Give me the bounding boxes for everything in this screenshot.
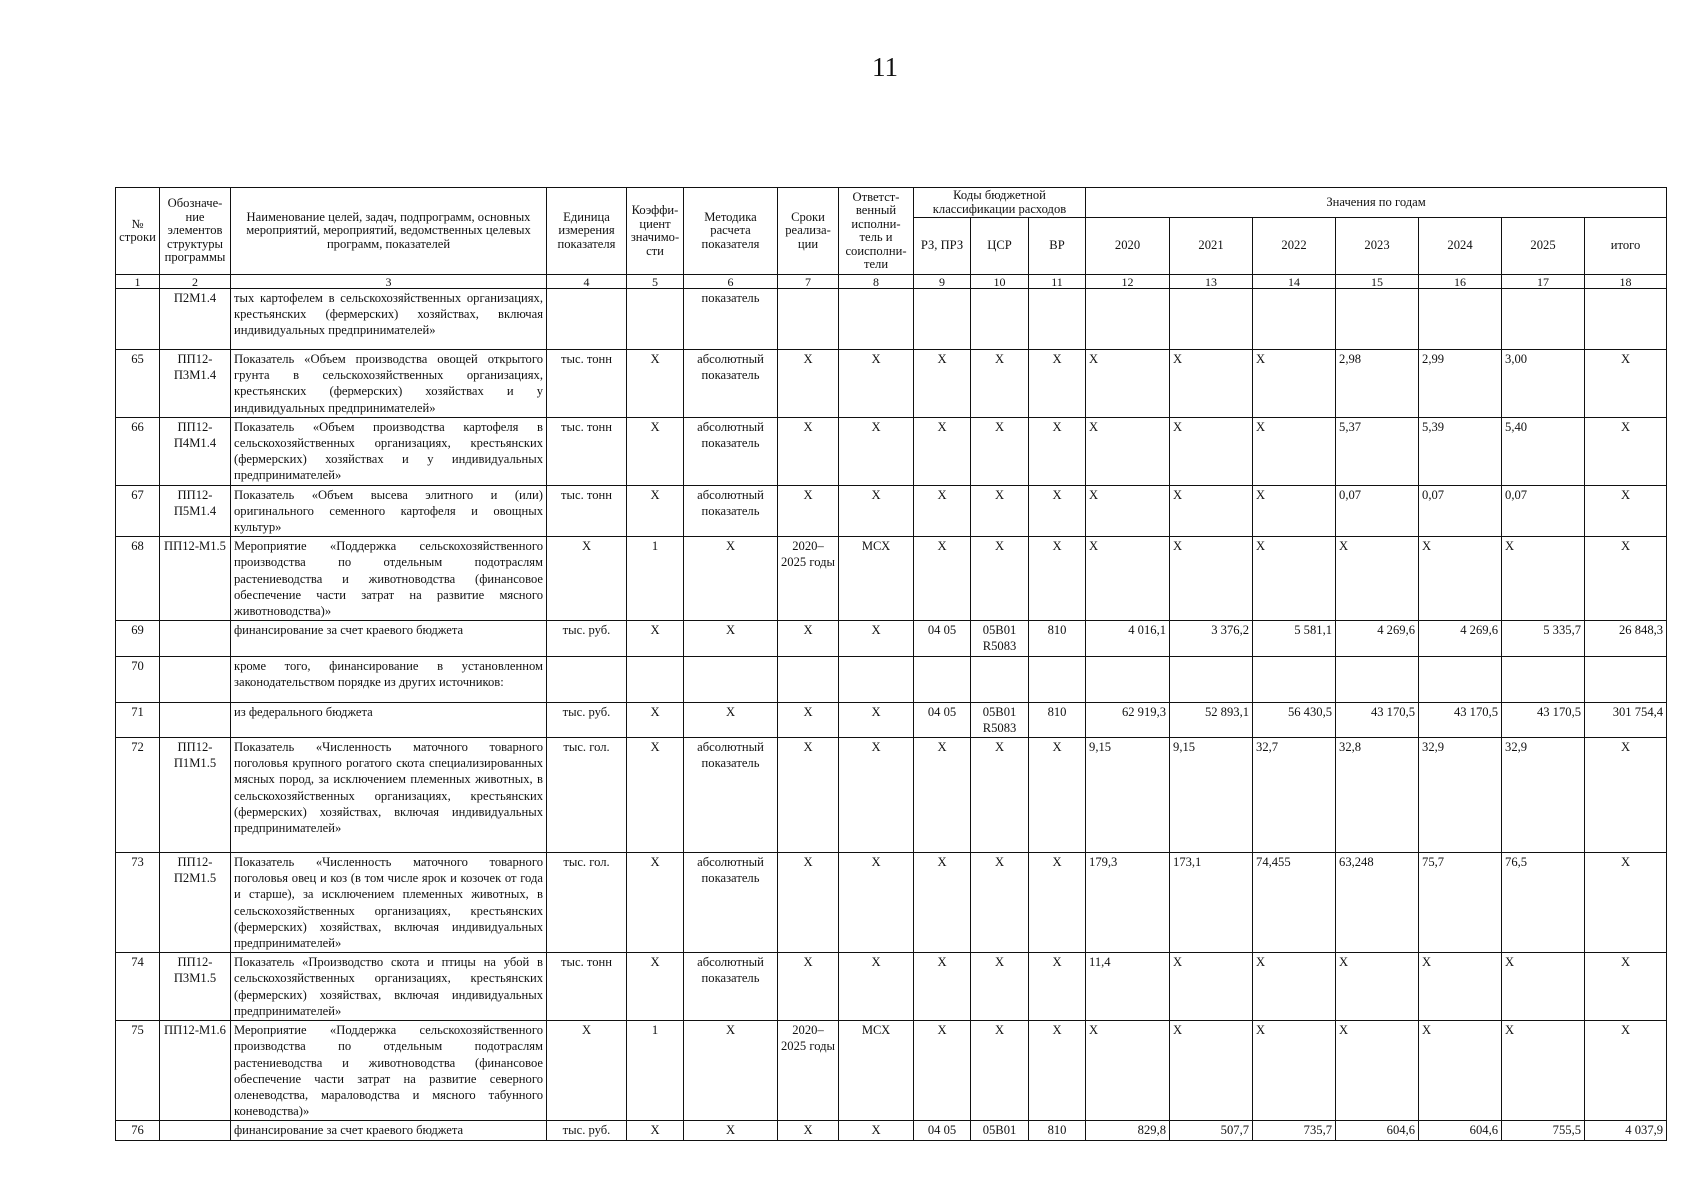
table-cell bbox=[1336, 656, 1419, 702]
table-cell: 04 05 bbox=[914, 1121, 971, 1140]
table-cell: X bbox=[1029, 953, 1086, 1021]
table-row bbox=[116, 702, 1667, 737]
table-cell: абсолютный показатель bbox=[684, 417, 778, 485]
table-cell: Показатель «Производство скота и птицы на убой в сельскохозяйственных организациях, крестьянских (фермерских) хозяйствах, включая индивидуальных предпринимателей» bbox=[231, 953, 547, 1021]
table-cell: 810 bbox=[1029, 702, 1086, 737]
table-cell: ПП12-П5М1.4 bbox=[160, 485, 231, 537]
header-year: 2020 bbox=[1086, 218, 1170, 275]
table-row bbox=[116, 1021, 1667, 1121]
table-cell: ПП12-П3М1.4 bbox=[160, 350, 231, 418]
table-cell: 71 bbox=[116, 702, 160, 737]
header-rz: РЗ, ПРЗ bbox=[914, 218, 971, 275]
table-cell: 4 269,6 bbox=[1336, 621, 1419, 656]
table-cell: 26 848,3 bbox=[1585, 621, 1667, 656]
table-cell: X bbox=[1086, 350, 1170, 418]
table-cell: X bbox=[914, 485, 971, 537]
table-cell: тых картофелем в сельскохозяйственных организациях, крестьянских (фермерских) хозяйствах, включая индивидуальных предпринимателей» bbox=[231, 289, 547, 350]
table-cell: X bbox=[971, 738, 1029, 853]
table-cell: X bbox=[914, 738, 971, 853]
table-cell: X bbox=[1419, 537, 1502, 621]
table-cell: 9,15 bbox=[1170, 738, 1253, 853]
table-cell: ПП12-П2М1.5 bbox=[160, 853, 231, 953]
table-cell: 74 bbox=[116, 953, 160, 1021]
column-number-row bbox=[116, 275, 1667, 289]
table-cell: X bbox=[1502, 537, 1585, 621]
header-vr: ВР bbox=[1029, 218, 1086, 275]
table-cell: 11,4 bbox=[1086, 953, 1170, 1021]
header-year: 2023 bbox=[1336, 218, 1419, 275]
header-year: 2021 bbox=[1170, 218, 1253, 275]
table-cell: X bbox=[1585, 953, 1667, 1021]
column-number: 7 bbox=[778, 275, 839, 289]
table-cell: X bbox=[839, 350, 914, 418]
table-cell: X bbox=[627, 853, 684, 953]
table-cell: X bbox=[1086, 485, 1170, 537]
table-cell: X bbox=[971, 417, 1029, 485]
table-cell bbox=[1170, 656, 1253, 702]
header-year: 2025 bbox=[1502, 218, 1585, 275]
table-cell: X bbox=[914, 417, 971, 485]
table-cell bbox=[1253, 289, 1336, 350]
table-cell bbox=[627, 289, 684, 350]
table-cell: финансирование за счет краевого бюджета bbox=[231, 1121, 547, 1140]
table-cell: 65 bbox=[116, 350, 160, 418]
table-cell: 0,07 bbox=[1336, 485, 1419, 537]
table-row bbox=[116, 417, 1667, 485]
table-cell: 63,248 bbox=[1336, 853, 1419, 953]
table-cell: 4 269,6 bbox=[1419, 621, 1502, 656]
table-cell: 74,455 bbox=[1253, 853, 1336, 953]
header-row-no: № строки bbox=[116, 188, 160, 275]
table-cell: 04 05 bbox=[914, 702, 971, 737]
program-table bbox=[115, 187, 1667, 1141]
table-cell bbox=[1086, 289, 1170, 350]
table-cell: 43 170,5 bbox=[1419, 702, 1502, 737]
table-cell: тыс. тонн bbox=[547, 485, 627, 537]
table-cell bbox=[778, 289, 839, 350]
table-cell: X bbox=[1336, 953, 1419, 1021]
page-number: 11 bbox=[872, 52, 898, 82]
table-row bbox=[116, 621, 1667, 656]
table-cell: X bbox=[1585, 738, 1667, 853]
table-cell: X bbox=[1029, 417, 1086, 485]
table-cell: X bbox=[778, 621, 839, 656]
table-cell: X bbox=[1585, 350, 1667, 418]
column-number: 9 bbox=[914, 275, 971, 289]
table-cell: 9,15 bbox=[1086, 738, 1170, 853]
column-number: 18 bbox=[1585, 275, 1667, 289]
table-cell: ПП12-М1.6 bbox=[160, 1021, 231, 1121]
table-cell: X bbox=[1502, 1021, 1585, 1121]
table-cell: Показатель «Численность маточного товарного поголовья овец и коз (в том числе ярок и козочек от года и старше), за исключением племенных животных, в сельскохозяйственных организациях, крестьянских (фермерских) хозяйствах, включая индивидуальных предпринимателей» bbox=[231, 853, 547, 953]
table-cell: X bbox=[839, 738, 914, 853]
header-year: 2024 bbox=[1419, 218, 1502, 275]
table-cell: тыс. тонн bbox=[547, 350, 627, 418]
table-cell: X bbox=[1029, 853, 1086, 953]
table-cell bbox=[160, 702, 231, 737]
table-cell: X bbox=[1419, 1021, 1502, 1121]
table-cell: абсолютный показатель bbox=[684, 738, 778, 853]
table-cell: X bbox=[1585, 417, 1667, 485]
table-cell: X bbox=[839, 417, 914, 485]
table-cell: X bbox=[1170, 537, 1253, 621]
table-cell: X bbox=[1336, 1021, 1419, 1121]
table-cell: ПП12-П3М1.5 bbox=[160, 953, 231, 1021]
table-cell: 52 893,1 bbox=[1170, 702, 1253, 737]
table-cell: 4 037,9 bbox=[1585, 1121, 1667, 1140]
table-cell: X bbox=[627, 702, 684, 737]
table-cell: абсолютный показатель bbox=[684, 350, 778, 418]
table-cell: X bbox=[1585, 1021, 1667, 1121]
table-row bbox=[116, 350, 1667, 418]
table-cell: X bbox=[778, 485, 839, 537]
table-cell: X bbox=[684, 1121, 778, 1140]
table-cell: 5,39 bbox=[1419, 417, 1502, 485]
table-cell: тыс. гол. bbox=[547, 853, 627, 953]
table-cell: 507,7 bbox=[1170, 1121, 1253, 1140]
table-cell: X bbox=[1253, 537, 1336, 621]
table-cell: 829,8 bbox=[1086, 1121, 1170, 1140]
column-number: 4 bbox=[547, 275, 627, 289]
table-row bbox=[116, 485, 1667, 537]
table-cell bbox=[1336, 289, 1419, 350]
table-cell: 604,6 bbox=[1336, 1121, 1419, 1140]
table-cell: X bbox=[684, 621, 778, 656]
table-cell: X bbox=[778, 853, 839, 953]
table-cell: 05В01 bbox=[971, 1121, 1029, 1140]
table-cell: X bbox=[1170, 485, 1253, 537]
header-coef: Коэффи-циент значимо-сти bbox=[627, 188, 684, 275]
table-cell: тыс. руб. bbox=[547, 621, 627, 656]
header-csr: ЦСР bbox=[971, 218, 1029, 275]
column-number: 8 bbox=[839, 275, 914, 289]
table-cell: 4 016,1 bbox=[1086, 621, 1170, 656]
table-cell: 5 335,7 bbox=[1502, 621, 1585, 656]
table-cell: 68 bbox=[116, 537, 160, 621]
table-cell: X bbox=[839, 853, 914, 953]
header-total: итого bbox=[1585, 218, 1667, 275]
table-cell: 1 bbox=[627, 1021, 684, 1121]
table-cell: X bbox=[627, 1121, 684, 1140]
table-cell bbox=[914, 656, 971, 702]
table-cell: X bbox=[778, 417, 839, 485]
table-cell: 2020–2025 годы bbox=[778, 537, 839, 621]
table-cell: 75 bbox=[116, 1021, 160, 1121]
table-cell bbox=[1029, 656, 1086, 702]
table-cell: X bbox=[1502, 953, 1585, 1021]
table-cell: Мероприятие «Поддержка сельскохозяйственного производства по отдельным подотраслям растениеводства и животноводства (финансовое обеспечение части затрат на развитие северного оленеводства, мараловодства и мясного табунного коневодства)» bbox=[231, 1021, 547, 1121]
table-cell: X bbox=[1029, 485, 1086, 537]
table-cell: тыс. тонн bbox=[547, 417, 627, 485]
table-cell: 5 581,1 bbox=[1253, 621, 1336, 656]
table-cell: X bbox=[1336, 537, 1419, 621]
column-number: 17 bbox=[1502, 275, 1585, 289]
header-name: Наименование целей, задач, подпрограмм, основных мероприятий, мероприятий, ведомственных целевых программ, показателей bbox=[231, 188, 547, 275]
header-method: Методика расчета показателя bbox=[684, 188, 778, 275]
table-cell: 76 bbox=[116, 1121, 160, 1140]
table-cell: 5,40 bbox=[1502, 417, 1585, 485]
table-cell: 32,7 bbox=[1253, 738, 1336, 853]
table-cell: X bbox=[627, 621, 684, 656]
table-cell: 810 bbox=[1029, 1121, 1086, 1140]
table-cell: X bbox=[684, 537, 778, 621]
table-cell bbox=[116, 289, 160, 350]
table-cell: 66 bbox=[116, 417, 160, 485]
table-cell: показатель bbox=[684, 289, 778, 350]
table-cell bbox=[1502, 289, 1585, 350]
table-header bbox=[116, 188, 1667, 289]
table-cell: 173,1 bbox=[1170, 853, 1253, 953]
table-cell: X bbox=[914, 853, 971, 953]
table-cell: 62 919,3 bbox=[1086, 702, 1170, 737]
table-cell: X bbox=[547, 1021, 627, 1121]
table-cell: X bbox=[778, 350, 839, 418]
table-cell: 05В01 R5083 bbox=[971, 621, 1029, 656]
table-cell: X bbox=[1253, 417, 1336, 485]
table-cell: абсолютный показатель bbox=[684, 485, 778, 537]
table-cell: X bbox=[778, 738, 839, 853]
table-cell bbox=[160, 656, 231, 702]
table-cell: Мероприятие «Поддержка сельскохозяйственного производства по отдельным подотраслям растениеводства и животноводства (финансовое обеспечение части затрат на развитие мясного животноводства)» bbox=[231, 537, 547, 621]
header-year: 2022 bbox=[1253, 218, 1336, 275]
table-row bbox=[116, 656, 1667, 702]
table-cell: финансирование за счет краевого бюджета bbox=[231, 621, 547, 656]
table-cell bbox=[1170, 289, 1253, 350]
table-cell: X bbox=[914, 1021, 971, 1121]
column-number: 13 bbox=[1170, 275, 1253, 289]
table-row bbox=[116, 537, 1667, 621]
table-cell bbox=[1585, 656, 1667, 702]
table-cell: X bbox=[1253, 953, 1336, 1021]
table-cell: X bbox=[971, 1021, 1029, 1121]
table-cell: 2020–2025 годы bbox=[778, 1021, 839, 1121]
column-number: 5 bbox=[627, 275, 684, 289]
header-designation: Обозначе-ние элементов структуры программы bbox=[160, 188, 231, 275]
table-cell: X bbox=[1029, 1021, 1086, 1121]
table-cell: из федерального бюджета bbox=[231, 702, 547, 737]
table-cell: X bbox=[914, 953, 971, 1021]
table-cell: Показатель «Численность маточного товарного поголовья крупного рогатого скота специализированных мясных пород, за исключением племенных животных, в сельскохозяйственных организациях, крестьянских (фермерских) хозяйствах, включая индивидуальных предпринимателей» bbox=[231, 738, 547, 853]
table-cell: X bbox=[971, 537, 1029, 621]
table-cell: X bbox=[1029, 537, 1086, 621]
table-cell bbox=[1585, 289, 1667, 350]
table-cell: X bbox=[684, 1021, 778, 1121]
table-cell: абсолютный показатель bbox=[684, 853, 778, 953]
table-cell: X bbox=[1170, 1021, 1253, 1121]
column-number: 14 bbox=[1253, 275, 1336, 289]
table-cell: тыс. тонн bbox=[547, 953, 627, 1021]
table-cell bbox=[547, 289, 627, 350]
table-cell: 604,6 bbox=[1419, 1121, 1502, 1140]
table-cell: X bbox=[839, 485, 914, 537]
table-cell: Показатель «Объем производства овощей открытого грунта в сельскохозяйственных организациях, крестьянских (фермерских) хозяйствах и у индивидуальных предпринимателей» bbox=[231, 350, 547, 418]
table-cell: 2,99 bbox=[1419, 350, 1502, 418]
column-number: 12 bbox=[1086, 275, 1170, 289]
table-cell bbox=[684, 656, 778, 702]
table-cell: 43 170,5 bbox=[1336, 702, 1419, 737]
column-number: 2 bbox=[160, 275, 231, 289]
header-responsible: Ответст-венный исполни-тель и соисполни-тели bbox=[839, 188, 914, 275]
table-cell: X bbox=[778, 702, 839, 737]
table-cell: 73 bbox=[116, 853, 160, 953]
table-cell: X bbox=[1585, 485, 1667, 537]
column-number: 10 bbox=[971, 275, 1029, 289]
table-cell: X bbox=[627, 417, 684, 485]
table-cell: X bbox=[1253, 485, 1336, 537]
table-cell: 5,37 bbox=[1336, 417, 1419, 485]
table-cell bbox=[1419, 289, 1502, 350]
table-cell: 76,5 bbox=[1502, 853, 1585, 953]
table-cell: X bbox=[627, 953, 684, 1021]
table-cell: X bbox=[839, 621, 914, 656]
table-cell: 32,9 bbox=[1419, 738, 1502, 853]
header-unit: Единица измерения показателя bbox=[547, 188, 627, 275]
table-cell: X bbox=[627, 485, 684, 537]
table-cell bbox=[839, 289, 914, 350]
table-row bbox=[116, 738, 1667, 853]
table-cell: X bbox=[547, 537, 627, 621]
table-cell: ПП12-П4М1.4 bbox=[160, 417, 231, 485]
header-budget-codes: Коды бюджетной классификации расходов bbox=[914, 188, 1086, 218]
column-number: 1 bbox=[116, 275, 160, 289]
table-row bbox=[116, 953, 1667, 1021]
column-number: 6 bbox=[684, 275, 778, 289]
column-number: 3 bbox=[231, 275, 547, 289]
table-cell: X bbox=[1253, 350, 1336, 418]
table-cell: 70 bbox=[116, 656, 160, 702]
table-cell: X bbox=[1086, 417, 1170, 485]
table-cell: 3,00 bbox=[1502, 350, 1585, 418]
table-cell: 32,8 bbox=[1336, 738, 1419, 853]
table-cell: абсолютный показатель bbox=[684, 953, 778, 1021]
table-cell: тыс. руб. bbox=[547, 702, 627, 737]
table-cell: 1 bbox=[627, 537, 684, 621]
table-cell: X bbox=[1253, 1021, 1336, 1121]
table-cell: 0,07 bbox=[1502, 485, 1585, 537]
table-cell: X bbox=[1170, 417, 1253, 485]
table-cell: X bbox=[839, 1121, 914, 1140]
table-cell: 75,7 bbox=[1419, 853, 1502, 953]
table-cell bbox=[971, 656, 1029, 702]
table-cell: кроме того, финансирование в установленном законодательством порядке из других источников: bbox=[231, 656, 547, 702]
table-cell bbox=[1419, 656, 1502, 702]
table-cell: X bbox=[627, 738, 684, 853]
table-cell: X bbox=[971, 853, 1029, 953]
table-cell: 2,98 bbox=[1336, 350, 1419, 418]
table-cell: 56 430,5 bbox=[1253, 702, 1336, 737]
table-cell: X bbox=[684, 702, 778, 737]
table-cell bbox=[1502, 656, 1585, 702]
table-cell: X bbox=[1585, 537, 1667, 621]
column-number: 11 bbox=[1029, 275, 1086, 289]
table-body bbox=[116, 289, 1667, 1141]
table-cell: 67 bbox=[116, 485, 160, 537]
table-cell bbox=[1253, 656, 1336, 702]
table-cell: Показатель «Объем производства картофеля в сельскохозяйственных организациях, крестьянских (фермерских) хозяйствах и у индивидуальных предпринимателей» bbox=[231, 417, 547, 485]
table-cell bbox=[971, 289, 1029, 350]
table-cell: МСХ bbox=[839, 1021, 914, 1121]
column-number: 15 bbox=[1336, 275, 1419, 289]
table-cell bbox=[627, 656, 684, 702]
table-cell: X bbox=[971, 485, 1029, 537]
table-cell: 04 05 bbox=[914, 621, 971, 656]
table-cell bbox=[160, 1121, 231, 1140]
table-cell: X bbox=[1086, 1021, 1170, 1121]
table-cell: 301 754,4 bbox=[1585, 702, 1667, 737]
table-cell: X bbox=[914, 537, 971, 621]
table-cell bbox=[547, 656, 627, 702]
table-cell: 05В01 R5083 bbox=[971, 702, 1029, 737]
table-cell: 755,5 bbox=[1502, 1121, 1585, 1140]
table-cell: X bbox=[971, 953, 1029, 1021]
table-cell: X bbox=[1170, 350, 1253, 418]
table-cell: X bbox=[1585, 853, 1667, 953]
table-cell: тыс. гол. bbox=[547, 738, 627, 853]
table-cell: X bbox=[1419, 953, 1502, 1021]
table-cell: 810 bbox=[1029, 621, 1086, 656]
column-number: 16 bbox=[1419, 275, 1502, 289]
table-cell: П2М1.4 bbox=[160, 289, 231, 350]
table-cell: X bbox=[1086, 537, 1170, 621]
table-cell bbox=[160, 621, 231, 656]
table-cell bbox=[914, 289, 971, 350]
table-cell: 72 bbox=[116, 738, 160, 853]
table-cell: X bbox=[778, 953, 839, 1021]
table-cell: X bbox=[1170, 953, 1253, 1021]
table-cell: X bbox=[778, 1121, 839, 1140]
table-row bbox=[116, 1121, 1667, 1140]
table-cell: X bbox=[1029, 350, 1086, 418]
table-cell bbox=[1029, 289, 1086, 350]
table-cell: X bbox=[914, 350, 971, 418]
table-cell: 32,9 bbox=[1502, 738, 1585, 853]
table-cell bbox=[839, 656, 914, 702]
table-cell: X bbox=[839, 702, 914, 737]
table-cell: тыс. руб. bbox=[547, 1121, 627, 1140]
table-cell: X bbox=[839, 953, 914, 1021]
table-cell: X bbox=[971, 350, 1029, 418]
table-row bbox=[116, 289, 1667, 350]
table-cell: 735,7 bbox=[1253, 1121, 1336, 1140]
table-cell: 43 170,5 bbox=[1502, 702, 1585, 737]
table-row bbox=[116, 853, 1667, 953]
table-cell: ПП12-П1М1.5 bbox=[160, 738, 231, 853]
table-cell: ПП12-М1.5 bbox=[160, 537, 231, 621]
table-cell: 179,3 bbox=[1086, 853, 1170, 953]
table-cell: МСХ bbox=[839, 537, 914, 621]
table-cell: 3 376,2 bbox=[1170, 621, 1253, 656]
table-cell: 0,07 bbox=[1419, 485, 1502, 537]
table-cell: X bbox=[627, 350, 684, 418]
table-cell: X bbox=[1029, 738, 1086, 853]
header-terms: Сроки реализа-ции bbox=[778, 188, 839, 275]
table-cell: 69 bbox=[116, 621, 160, 656]
table-cell: Показатель «Объем высева элитного и (или) оригинального семенного картофеля и овощных культур» bbox=[231, 485, 547, 537]
table-cell bbox=[778, 656, 839, 702]
table-cell bbox=[1086, 656, 1170, 702]
header-values-by-year: Значения по годам bbox=[1086, 188, 1667, 218]
